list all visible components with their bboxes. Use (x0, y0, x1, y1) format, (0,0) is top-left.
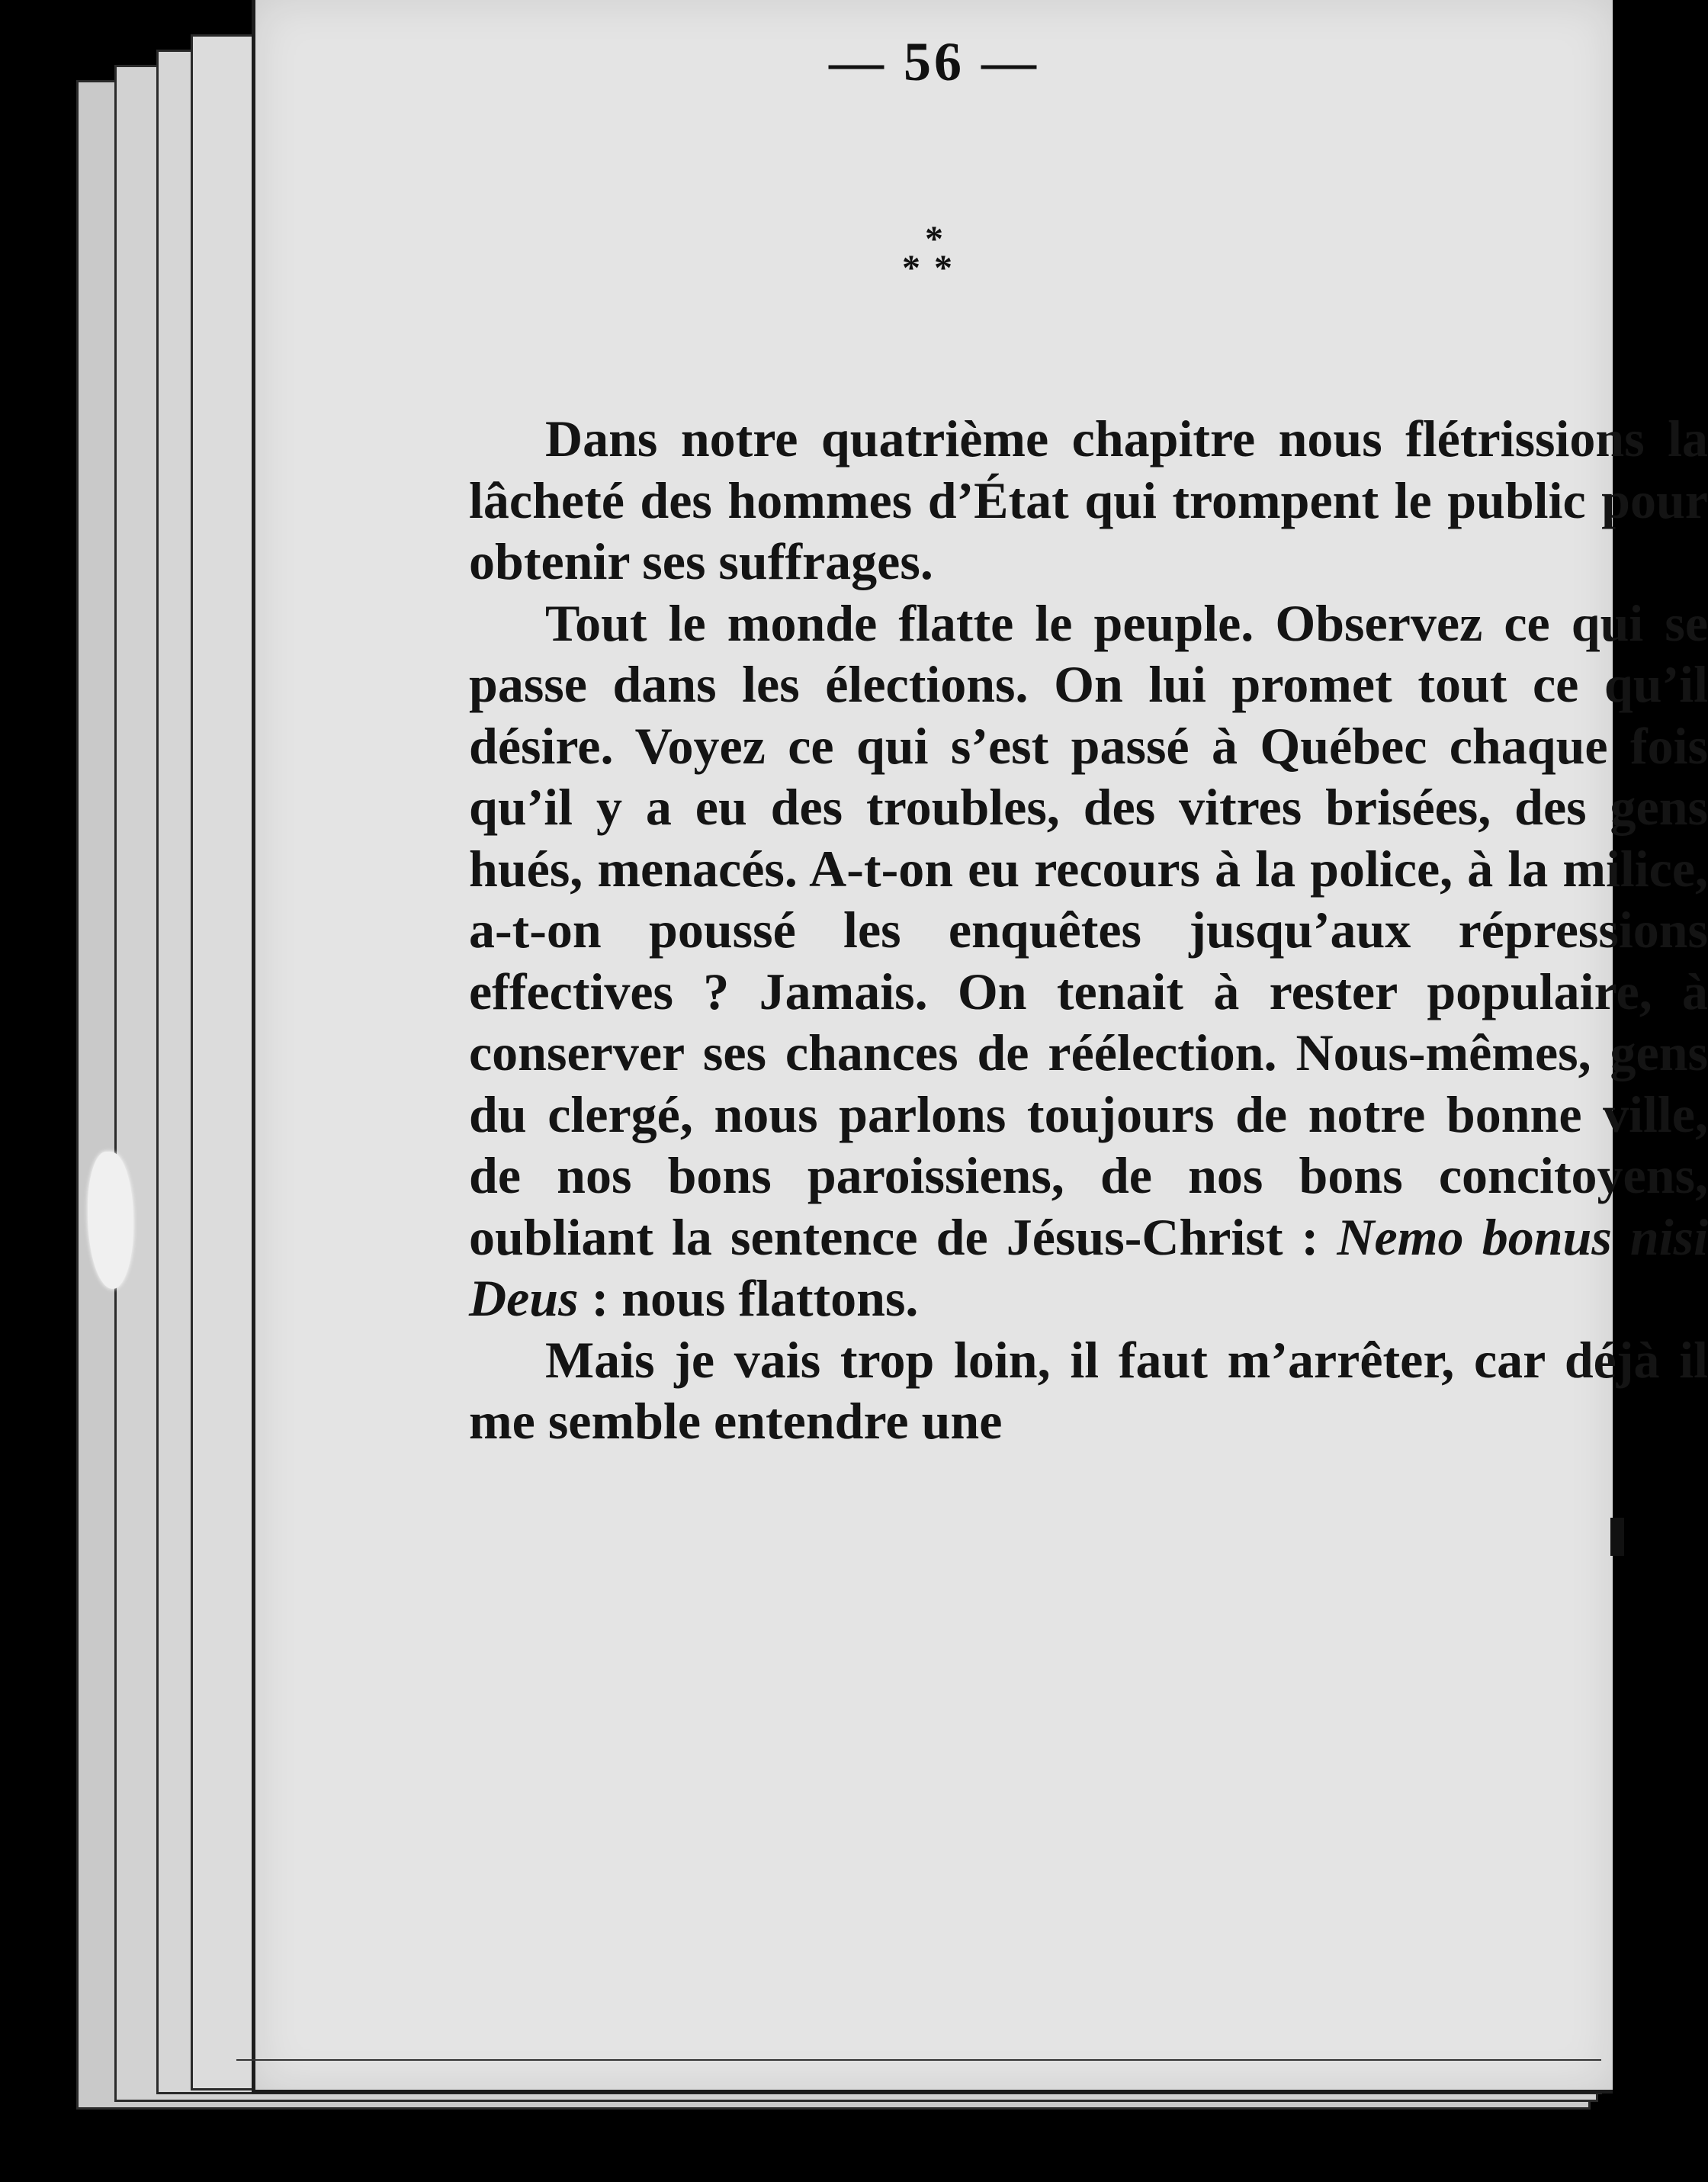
quote-tail: : nous flattons. (578, 1269, 919, 1327)
asterism-bottom: ** (902, 248, 966, 288)
asterism-top: * (925, 219, 943, 259)
paragraph: Mais je vais trop loin, il faut m’arrêter, car déjà il me semble entendre une (469, 1330, 1708, 1450)
body-text (469, 408, 1708, 1452)
book-page (252, 0, 1708, 2094)
paragraph: Dans notre quatrième chapitre nous flétrissions la lâcheté des hommes d’État qui trompent le public pour obtenir ses suffrages. (469, 410, 1708, 590)
latin-quote: Nemo bonus nisi Deus (469, 1207, 1708, 1327)
page-border-line (236, 2059, 1601, 2061)
paragraph (469, 593, 1708, 1329)
section-asterism (255, 214, 1613, 287)
page-number: — 56 — (829, 31, 1039, 92)
scan-edge-mark (1610, 1518, 1624, 1556)
paragraph-text: Tout le monde flatte le peuple. Observez ce qui se passe dans les élections. On lui promet tout ce qu’il désire. Voyez ce qui s’est passé à Québec chaque fois qu’il y a eu des troubles, des vitres brisées, des gens hués, menacés. A-t-on eu recours à la police, à la milice, a-t-on poussé les enquêtes jusqu’aux répressions effectives ? Jamais. On tenait à rester populaire, à conserver ses chances de réélection. Nous-mêmes, gens du clergé, nous parlons toujours de notre bonne ville, de nos bons paroissiens, de nos bons concitoyens, oubliant la sentence de Jésus-Christ : (469, 593, 1708, 1266)
